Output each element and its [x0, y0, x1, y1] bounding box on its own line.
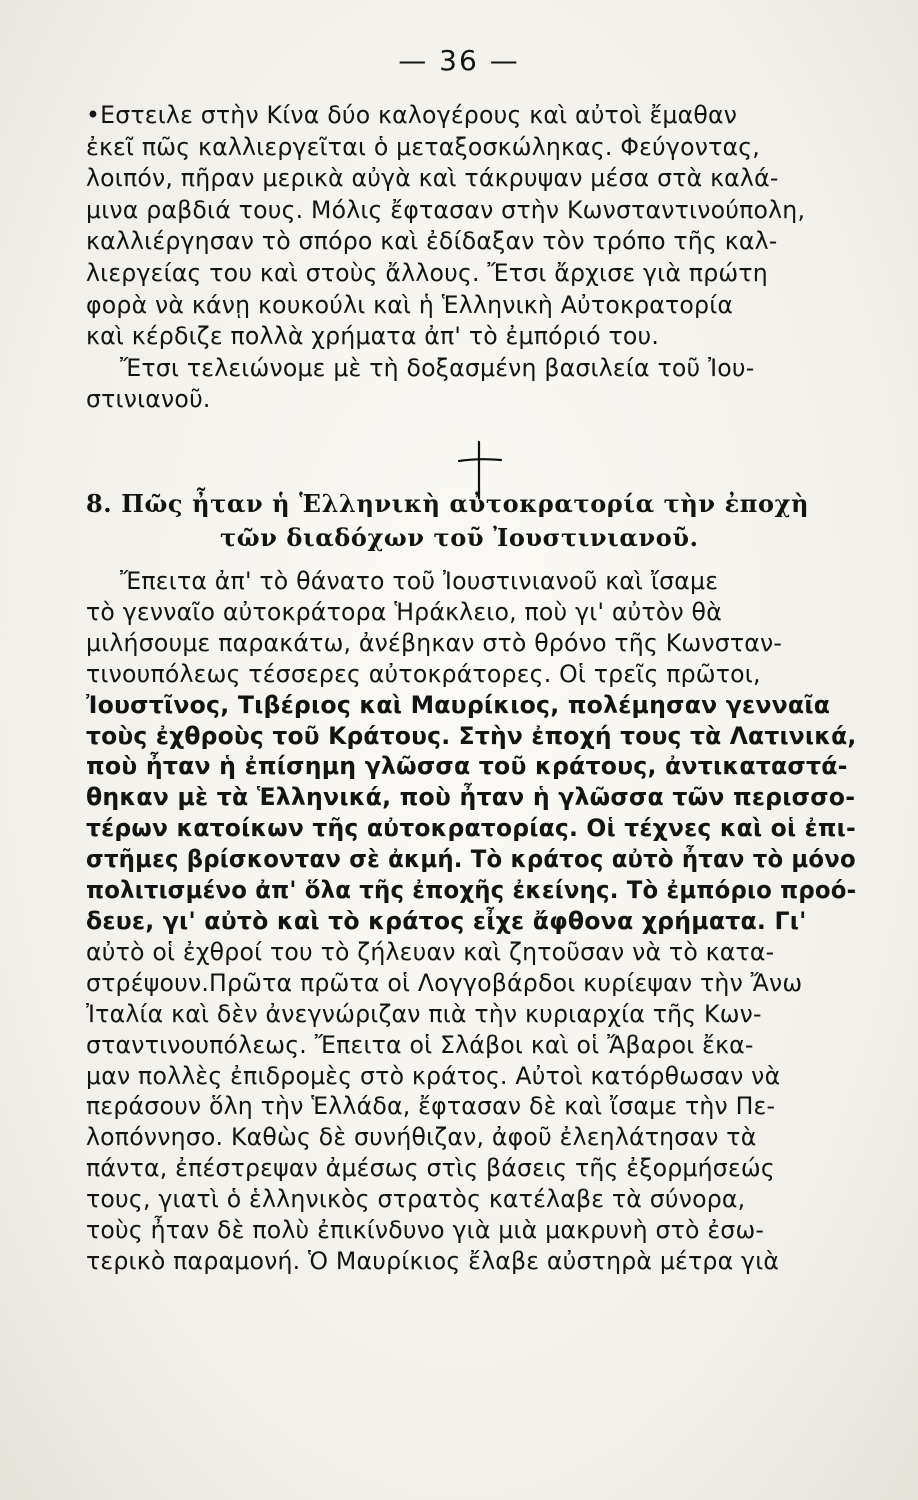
- text-line: μινα ραβδιά τους. Μόλις ἔφτασαν στὴν Κωνσταντινούπολη,: [86, 195, 806, 224]
- text-line: καλλιέργησαν τὸ σπόρο καὶ ἐδίδαξαν τὸν τρόπο τῆς καλ-: [86, 227, 778, 256]
- text-line: αὐτὸ οἱ ἐχθροί του τὸ ζήλευαν καὶ ζητοῦσαν νὰ τὸ κατα-: [86, 937, 775, 966]
- text-line: περάσουν ὅλη τὴν Ἑλλάδα, ἔφτασαν δὲ καὶ ἴσαμε τὴν Πε-: [86, 1092, 776, 1121]
- text-line: τινουπόλεως τέσσερες αὐτοκράτορες. Οἱ τρεῖς πρῶτοι,: [86, 659, 761, 688]
- text-line: τερικὸ παραμονή. Ὁ Μαυρίκιος ἔλαβε αὐστηρὰ μέτρα γιὰ: [86, 1246, 780, 1275]
- text-line: καὶ κέρδιζε πολλὰ χρήματα ἀπ' τὸ ἐμπόριό του.: [86, 322, 660, 351]
- text-line: ποὺ ἦταν ἡ ἐπίσημη γλῶσσα τοῦ κράτους, ἀντικαταστά-: [86, 752, 848, 781]
- text-line: μαν πολλὲς ἐπιδρομὲς στὸ κράτος. Αὐτοὶ κατόρθωσαν νὰ: [86, 1061, 781, 1090]
- paragraph-silk: [86, 100, 856, 416]
- text-line: Ἰουστῖνος, Τιβέριος καὶ Μαυρίκιος, πολέμησαν γενναῖα: [86, 690, 831, 719]
- heading-line: τῶν διαδόχων τοῦ Ἰουστινιανοῦ.: [220, 523, 699, 552]
- text-line: στρέψουν.Πρῶτα πρῶτα οἱ Λογγοβάρδοι κυρίεψαν τὴν Ἄνω: [86, 968, 803, 997]
- page-number: — 36 —: [398, 44, 520, 77]
- text-line: τέρων κατοίκων τῆς αὐτοκρατορίας. Οἱ τέχνες καὶ οἱ ἐπι-: [86, 814, 856, 843]
- section-heading: [86, 487, 866, 555]
- text-line: λοιπόν, πῆραν μερικὰ αὐγὰ καὶ τάκρυψαν μέσα στὰ καλά-: [86, 164, 779, 193]
- text-line: Ἔπειτα ἀπ' τὸ θάνατο τοῦ Ἰουστινιανοῦ καὶ ἴσαμε: [120, 567, 719, 595]
- text-line: Ἰταλία καὶ δὲν ἀνεγνώριζαν πιὰ τὴν κυριαρχία τῆς Κων-: [86, 999, 762, 1028]
- text-line: λιεργείας του καὶ στοὺς ἄλλους. Ἔτσι ἄρχισε γιὰ πρώτη: [86, 258, 768, 287]
- text-line: λοπόννησο. Καθὼς δὲ συνήθιζαν, ἀφοῦ ἐλεηλάτησαν τὰ: [86, 1123, 757, 1152]
- text-line: θηκαν μὲ τὰ Ἑλληνικά, ποὺ ἦταν ἡ γλῶσσα τῶν περισσο-: [86, 783, 856, 812]
- heading-line: 8. Πῶς ἦταν ἡ Ἑλληνικὴ αὐτοκρατορία τὴν ἐποχὴ: [86, 489, 809, 518]
- text-line: τοὺς ἐχθροὺς τοῦ Κράτους. Στὴν ἐποχή τους τὰ Λατινικά,: [86, 721, 857, 750]
- text-line: πάντα, ἐπέστρεψαν ἀμέσως στὶς βάσεις τῆς ἐξορμήσεώς: [86, 1154, 775, 1183]
- text-line: σταντινουπόλεως. Ἔπειτα οἱ Σλάβοι καὶ οἱ Ἄβαροι ἔκα-: [86, 1030, 754, 1059]
- text-line: δευε, γι' αὐτὸ καὶ τὸ κράτος εἶχε ἄφθονα χρήματα. Γι': [86, 906, 807, 935]
- paragraph-successors: [86, 566, 856, 1277]
- text-line: πολιτισμένο ἀπ' ὅλα τῆς ἐποχῆς ἐκείνης. Τὸ ἐμπόριο προό-: [86, 876, 857, 905]
- text-line: τοὺς ἦταν δὲ πολὺ ἐπικίνδυνο γιὰ μιὰ μακρυνὴ στὸ ἐσω-: [86, 1216, 765, 1245]
- text-line: μιλήσουμε παρακάτω, ἀνέβηκαν στὸ θρόνο τῆς Κωνσταν-: [86, 628, 783, 657]
- text-line: Ἔτσι τελειώνομε μὲ τὴ δοξασμένη βασιλεία τοῦ Ἰου-: [120, 353, 755, 382]
- text-line: •Εστειλε στὴν Κίνα δύο καλογέρους καὶ αὐτοὶ ἔμαθαν: [86, 101, 738, 129]
- text-line: στῆμες βρίσκονταν σὲ ἀκμή. Τὸ κράτος αὐτὸ ἦταν τὸ μόνο: [86, 845, 856, 874]
- text-line: τὸ γενναῖο αὐτοκράτορα Ἡράκλειο, ποὺ γι' αὐτὸν θὰ: [86, 597, 722, 626]
- text-line: στινιανοῦ.: [86, 385, 211, 414]
- text-line: τους, γιατὶ ὁ ἑλληνικὸς στρατὸς κατέλαβε τὰ σύνορα,: [86, 1185, 746, 1214]
- text-line: ἐκεῖ πῶς καλλιεργεῖται ὁ μεταξοσκώληκας. Φεύγοντας,: [86, 132, 760, 161]
- text-line: φορὰ νὰ κάνῃ κουκούλι καὶ ἡ Ἑλληνικὴ Αὐτοκρατορία: [86, 290, 734, 319]
